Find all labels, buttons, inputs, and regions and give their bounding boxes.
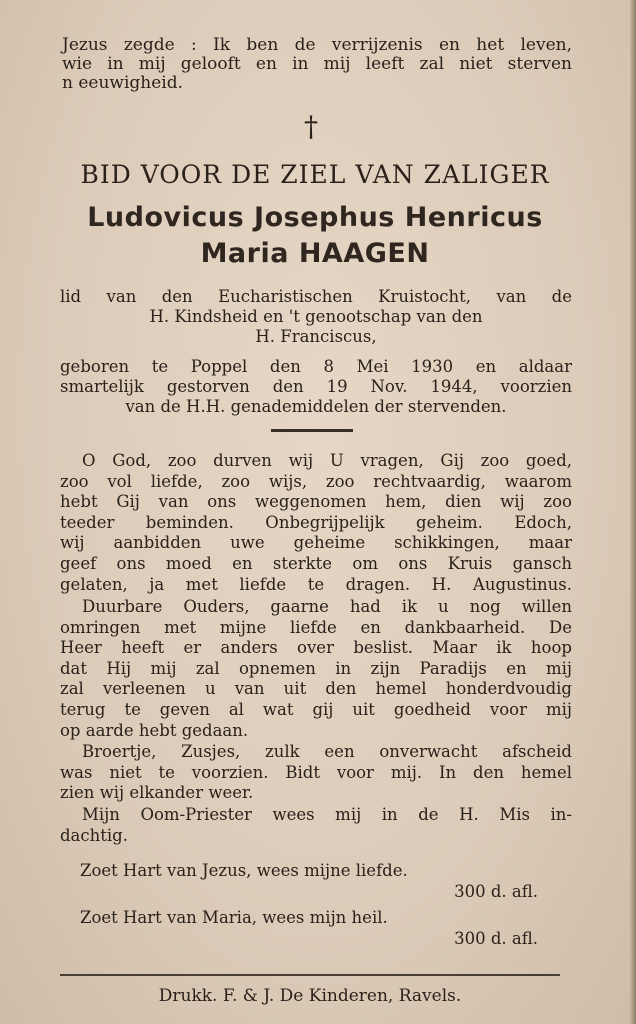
membership-line: lid van den Eucharistischen Kruistocht, van de [60,287,572,306]
membership-text [60,287,572,347]
prayer-line: teeder beminden. Onbegrijpelijk geheim. Edoch, [60,512,572,532]
prayer-line: gelaten, ja met liefde te dragen. H. Augustinus. [60,574,572,594]
parents-line: Heer heeft er anders over beslist. Maar ik hoop [60,638,572,658]
invocation-2 [60,907,572,949]
membership-line: H. Franciscus, [255,327,377,346]
name-line: Ludovicus Josephus Henricus [87,202,543,233]
parents-line: zal verleenen u van uit den hemel honderdvoudig [60,679,572,699]
indulgence-text: 300 d. afl. [454,929,538,948]
divider-short [271,429,353,432]
prayer-heading: BID VOOR DE ZIEL VAN ZALIGER [80,160,550,189]
membership-line: H. Kindsheid en 't genootschap van den [149,307,483,326]
invocation-text: Zoet Hart van Jezus, wees mijne liefde. [80,861,408,880]
parents-line: omringen met mijne liefde en dankbaarheid. De [60,617,572,637]
indulgence-text: 300 d. afl. [454,882,538,901]
siblings-line: Broertje, Zusjes, zulk een onverwacht afscheid [82,742,572,761]
siblings-line: zien wij elkander weer. [60,783,254,803]
printer-credit: Drukk. F. & J. De Kinderen, Ravels. [158,986,462,1006]
card-edge [630,0,636,1024]
parents-line: dat Hij mij zal opnemen in zijn Paradijs en mij [60,658,572,678]
prayer-line: O God, zoo durven wij U vragen, Gij zoo goed, [82,451,572,470]
prayer-line: wij aanbidden uwe geheime schikkingen, maar [60,533,572,553]
parents-text [60,597,572,741]
parents-line: Duurbare Ouders, gaarne had ik u nog willen [82,597,572,616]
parents-line: terug te geven al wat gij uit goedheid voor mij [60,699,572,719]
invocation-1 [60,860,572,902]
parents-line: op aarde hebt gedaan. [60,720,249,740]
dates-line: van de H.H. genademiddelen der stervenden. [125,397,507,416]
uncle-line: Mijn Oom-Priester wees mij in de H. Mis in- [82,805,572,824]
dates-line: smartelijk gestorven den 19 Nov. 1944, voorzien [60,377,572,396]
quote-line: wie in mij gelooft en in mij leeft zal niet sterven [62,54,572,74]
siblings-text [60,742,572,804]
uncle-text [60,805,572,846]
prayer-line: zoo vol liefde, zoo wijs, zoo rechtvaardig, waarom [60,471,572,491]
deceased-name [40,200,590,272]
dates-line: geboren te Poppel den 8 Mei 1930 en aldaar [60,357,572,376]
prayer-text [60,451,572,595]
bible-quote [62,36,572,93]
name-line: Maria HAAGEN [200,238,430,269]
prayer-line: geef ons moed en sterkte om ons Kruis gansch [60,553,572,573]
cross-symbol: † [304,110,318,143]
uncle-line: dachtig. [60,825,128,845]
prayer-line: hebt Gij van ons weggenomen hem, dien wij zoo [60,492,572,512]
divider-long [60,974,560,976]
quote-line: Jezus zegde : Ik ben de verrijzenis en het leven, [62,35,572,55]
siblings-line: was niet te voorzien. Bidt voor mij. In den hemel [60,762,572,782]
invocation-text: Zoet Hart van Maria, wees mijn heil. [80,908,388,927]
quote-line: n eeuwigheid. [62,73,184,93]
dates-text [60,357,572,417]
